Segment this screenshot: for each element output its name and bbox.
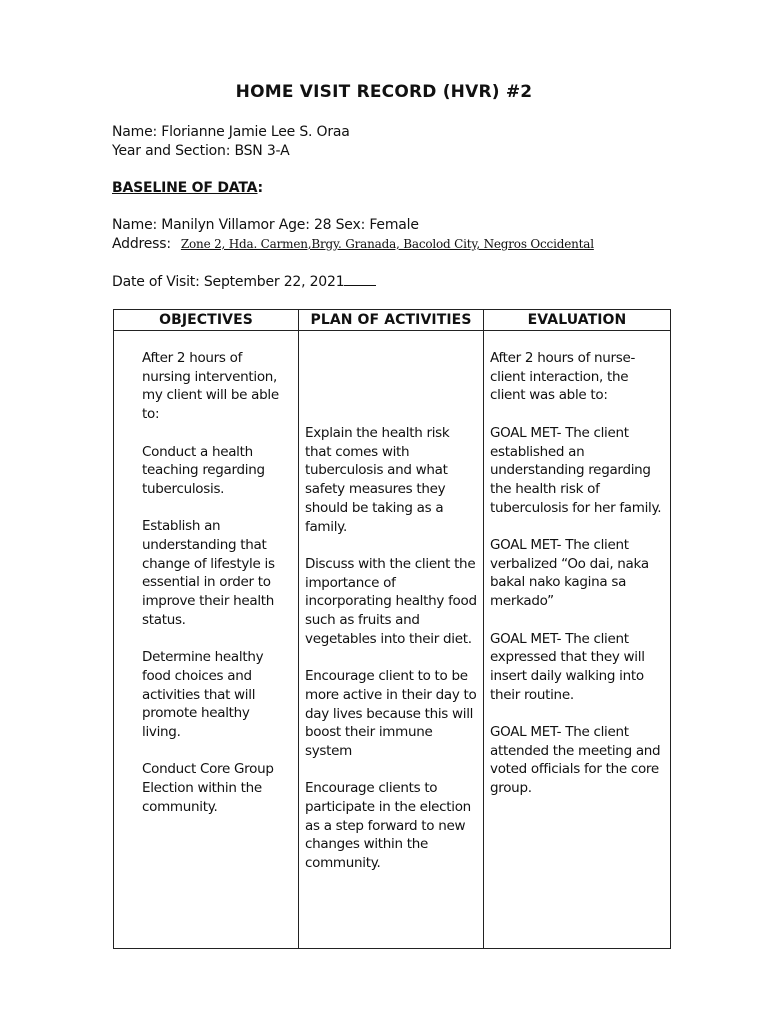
client-info: Name: Manilyn Villamor Age: 28 Sex: Female xyxy=(112,217,419,233)
visit-date-text: Date of Visit: September 22, 2021 xyxy=(112,274,345,290)
evaluation-item: GOAL MET- The client established an understanding regarding the health risk of tuberculosis for her family. xyxy=(490,424,662,516)
evaluation-cell xyxy=(484,331,671,949)
baseline-heading-colon: : xyxy=(257,180,263,196)
plan-item: Encourage client to to be more active in their day to day lives because this will boost their immune system xyxy=(305,668,477,759)
baseline-heading xyxy=(112,180,263,196)
client-address xyxy=(112,236,594,252)
header-evaluation: EVALUATION xyxy=(484,310,671,331)
address-label: Address: xyxy=(112,236,171,252)
visit-date xyxy=(112,274,376,290)
objectives-cell xyxy=(114,331,299,949)
table-body-row xyxy=(114,331,671,949)
hvr-table xyxy=(113,309,671,949)
objective-item: Establish an understanding that change of lifestyle is essential in order to improve their health status. xyxy=(142,518,275,628)
objective-item: Conduct Core Group Election within the community. xyxy=(142,761,274,815)
document-title: HOME VISIT RECORD (HVR) #2 xyxy=(235,82,533,102)
header-objectives: OBJECTIVES xyxy=(114,310,299,331)
year-section: Year and Section: BSN 3-A xyxy=(112,143,290,159)
plan-item: Discuss with the client the importance of incorporating healthy food such as fruits and vegetables into their diet. xyxy=(305,555,477,647)
student-name: Name: Florianne Jamie Lee S. Oraa xyxy=(112,124,350,140)
table-header-row xyxy=(114,310,671,331)
objective-item: Conduct a health teaching regarding tuberculosis. xyxy=(142,443,265,497)
objective-intro: After 2 hours of nursing intervention, my client will be able to: xyxy=(142,350,279,423)
evaluation-item: GOAL MET- The client attended the meeting and voted officials for the core group. xyxy=(490,724,661,797)
objective-item: Determine healthy food choices and activities that will promote healthy living. xyxy=(142,649,264,741)
evaluation-intro: After 2 hours of nurse-client interaction, the client was able to: xyxy=(490,350,636,404)
evaluation-item: GOAL MET- The client verbalized “Oo dai, naka bakal nako kagina sa merkado” xyxy=(490,537,649,610)
blank-underline xyxy=(344,275,376,286)
header-plan-of-activities: PLAN OF ACTIVITIES xyxy=(299,310,484,331)
baseline-heading-text: BASELINE OF DATA xyxy=(112,180,258,196)
plan-cell xyxy=(299,331,484,949)
address-value: Zone 2, Hda. Carmen,Brgy. Granada, Bacolod City, Negros Occidental xyxy=(180,237,594,251)
plan-item: Encourage clients to participate in the election as a step forward to new changes within the community. xyxy=(305,780,471,872)
plan-top-spacer xyxy=(305,349,477,424)
evaluation-item: GOAL MET- The client expressed that they will insert daily walking into their routine. xyxy=(490,630,645,703)
plan-item: Explain the health risk that comes with tuberculosis and what safety measures they should be taking as a family. xyxy=(305,425,450,535)
